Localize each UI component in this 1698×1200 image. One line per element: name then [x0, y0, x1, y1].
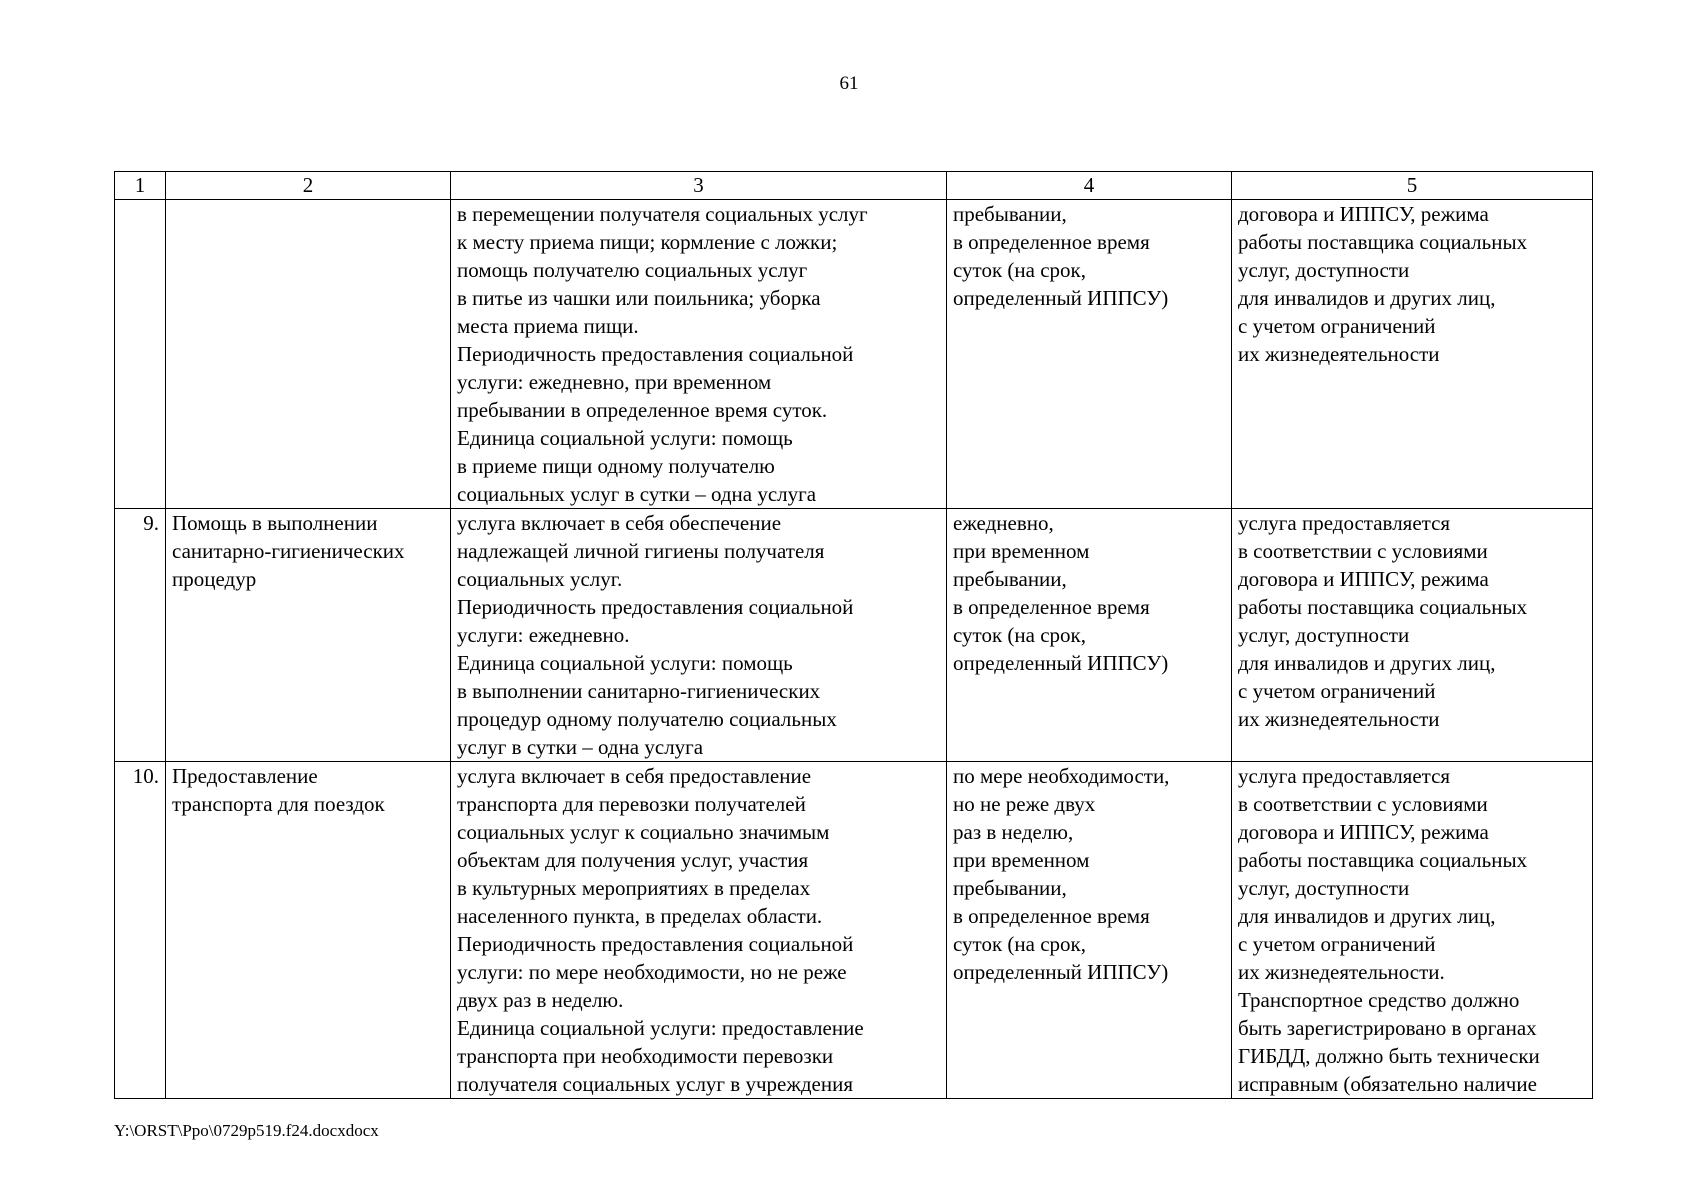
- cell-text-line: процедур одному получателю социальных: [457, 707, 837, 731]
- cell-text-line: транспорта при необходимости перевозки: [457, 1044, 834, 1068]
- cell-text-line: объектам для получения услуг, участия: [457, 848, 809, 872]
- cell-text-line: с учетом ограничений: [1238, 314, 1436, 338]
- column-header: 2: [166, 172, 451, 200]
- cell-text-line: в перемещении получателя социальных услуг: [457, 202, 868, 226]
- cell-text-line: пребывании в определенное время суток.: [457, 398, 828, 422]
- cell-text-line: в культурных мероприятиях в пределах: [457, 876, 811, 900]
- cell-text-line: места приема пищи.: [457, 314, 639, 338]
- cell-text-line: социальных услуг.: [457, 567, 623, 591]
- cell-text-line: в соответствии с условиями: [1238, 792, 1488, 816]
- cell-text-line: суток (на срок,: [953, 932, 1086, 956]
- cell-timing: [947, 509, 1232, 762]
- cell-conditions: [1232, 200, 1593, 509]
- cell-text-line: к месту приема пищи; кормление с ложки;: [457, 230, 838, 254]
- cell-text-line: ежедневно,: [953, 511, 1054, 535]
- cell-text-line: договора и ИППСУ, режима: [1238, 202, 1489, 226]
- cell-text-line: с учетом ограничений: [1238, 679, 1436, 703]
- cell-text-line: услуг, доступности: [1238, 623, 1410, 647]
- cell-text-line: определенный ИППСУ): [953, 960, 1169, 984]
- cell-text-line: работы поставщика социальных: [1238, 230, 1528, 254]
- cell-text-line: услуг, доступности: [1238, 876, 1410, 900]
- cell-text-line: в выполнении санитарно-гигиенических: [457, 679, 821, 703]
- cell-text-line: пребывании,: [953, 202, 1067, 226]
- cell-text-line: Предоставление: [172, 764, 318, 788]
- cell-timing: [947, 762, 1232, 1099]
- cell-text-line: раз в неделю,: [953, 820, 1074, 844]
- cell-text-line: населенного пункта, в пределах области.: [457, 904, 823, 928]
- cell-text-line: получателя социальных услуг в учреждения: [457, 1072, 853, 1096]
- cell-text-line: исправным (обязательно наличие: [1238, 1072, 1537, 1096]
- cell-text-line: определенный ИППСУ): [953, 286, 1169, 310]
- column-header: 3: [451, 172, 947, 200]
- column-header: 1: [115, 172, 166, 200]
- cell-text-line: суток (на срок,: [953, 258, 1086, 282]
- cell-text-line: двух раз в неделю.: [457, 988, 624, 1012]
- services-table: [114, 171, 1593, 1099]
- table-row: [115, 200, 1593, 509]
- table-row: [115, 509, 1593, 762]
- cell-text-line: в определенное время: [953, 595, 1150, 619]
- cell-num: 9.: [115, 509, 166, 762]
- cell-name: [166, 762, 451, 1099]
- cell-text-line: быть зарегистрировано в органах: [1238, 1016, 1537, 1040]
- cell-name: [166, 509, 451, 762]
- cell-text-line: услуга включает в себя предоставление: [457, 764, 812, 788]
- cell-text-line: социальных услуг к социально значимым: [457, 820, 830, 844]
- cell-conditions: [1232, 509, 1593, 762]
- cell-text-line: пребывании,: [953, 567, 1067, 591]
- cell-text-line: Периодичность предоставления социальной: [457, 342, 854, 366]
- cell-text-line: для инвалидов и других лиц,: [1238, 651, 1496, 675]
- cell-text-line: при временном: [953, 539, 1090, 563]
- file-path-footer: Y:\ORST\Ppo\0729p519.f24.docxdocx: [114, 1121, 379, 1140]
- cell-text-line: услуги: ежедневно, при временном: [457, 370, 772, 394]
- cell-text-line: в соответствии с условиями: [1238, 539, 1488, 563]
- cell-text-line: договора и ИППСУ, режима: [1238, 567, 1489, 591]
- cell-text-line: Периодичность предоставления социальной: [457, 932, 854, 956]
- cell-text-line: ГИБДД, должно быть технически: [1238, 1044, 1540, 1068]
- cell-text-line: их жизнедеятельности: [1238, 707, 1440, 731]
- cell-num: 10.: [115, 762, 166, 1099]
- cell-text-line: Единица социальной услуги: помощь: [457, 651, 793, 675]
- cell-text-line: услуг, доступности: [1238, 258, 1410, 282]
- table-body: [115, 200, 1593, 1099]
- cell-text-line: работы поставщика социальных: [1238, 848, 1528, 872]
- page-number: 61: [839, 73, 859, 94]
- cell-text-line: по мере необходимости,: [953, 764, 1170, 788]
- cell-description: [451, 509, 947, 762]
- cell-text-line: санитарно-гигиенических: [172, 539, 405, 563]
- cell-text-line: в питье из чашки или поильника; уборка: [457, 286, 821, 310]
- cell-text-line: Единица социальной услуги: помощь: [457, 426, 793, 450]
- cell-text-line: услуга предоставляется: [1238, 764, 1451, 788]
- cell-description: [451, 200, 947, 509]
- cell-text-line: Помощь в выполнении: [172, 511, 378, 535]
- table-row: [115, 762, 1593, 1099]
- cell-text-line: работы поставщика социальных: [1238, 595, 1528, 619]
- cell-name: [166, 200, 451, 509]
- cell-text-line: транспорта для поездок: [172, 792, 385, 816]
- cell-text-line: их жизнедеятельности.: [1238, 960, 1445, 984]
- table-header-row: [115, 172, 1593, 200]
- cell-text-line: услуг в сутки – одна услуга: [457, 735, 704, 759]
- cell-text-line: услуги: ежедневно.: [457, 623, 630, 647]
- cell-description: [451, 762, 947, 1099]
- cell-text-line: договора и ИППСУ, режима: [1238, 820, 1489, 844]
- cell-text-line: их жизнедеятельности: [1238, 342, 1440, 366]
- cell-num: [115, 200, 166, 509]
- cell-text-line: в приеме пищи одному получателю: [457, 454, 775, 478]
- cell-text-line: определенный ИППСУ): [953, 651, 1169, 675]
- cell-text-line: Единица социальной услуги: предоставление: [457, 1016, 864, 1040]
- cell-text-line: но не реже двух: [953, 792, 1096, 816]
- cell-text-line: услуги: по мере необходимости, но не реже: [457, 960, 847, 984]
- cell-text-line: услуга предоставляется: [1238, 511, 1451, 535]
- column-header: 5: [1232, 172, 1593, 200]
- cell-text-line: при временном: [953, 848, 1090, 872]
- cell-text-line: надлежащей личной гигиены получателя: [457, 539, 825, 563]
- cell-text-line: Периодичность предоставления социальной: [457, 595, 854, 619]
- cell-text-line: для инвалидов и других лиц,: [1238, 286, 1496, 310]
- cell-text-line: транспорта для перевозки получателей: [457, 792, 806, 816]
- cell-text-line: с учетом ограничений: [1238, 932, 1436, 956]
- cell-text-line: социальных услуг в сутки – одна услуга: [457, 482, 817, 506]
- cell-text-line: Транспортное средство должно: [1238, 988, 1520, 1012]
- cell-text-line: суток (на срок,: [953, 623, 1086, 647]
- cell-text-line: пребывании,: [953, 876, 1067, 900]
- cell-text-line: в определенное время: [953, 904, 1150, 928]
- cell-text-line: услуга включает в себя обеспечение: [457, 511, 782, 535]
- cell-conditions: [1232, 762, 1593, 1099]
- cell-text-line: в определенное время: [953, 230, 1150, 254]
- cell-text-line: для инвалидов и других лиц,: [1238, 904, 1496, 928]
- cell-text-line: помощь получателю социальных услуг: [457, 258, 808, 282]
- cell-text-line: процедур: [172, 567, 257, 591]
- column-header: 4: [947, 172, 1232, 200]
- cell-timing: [947, 200, 1232, 509]
